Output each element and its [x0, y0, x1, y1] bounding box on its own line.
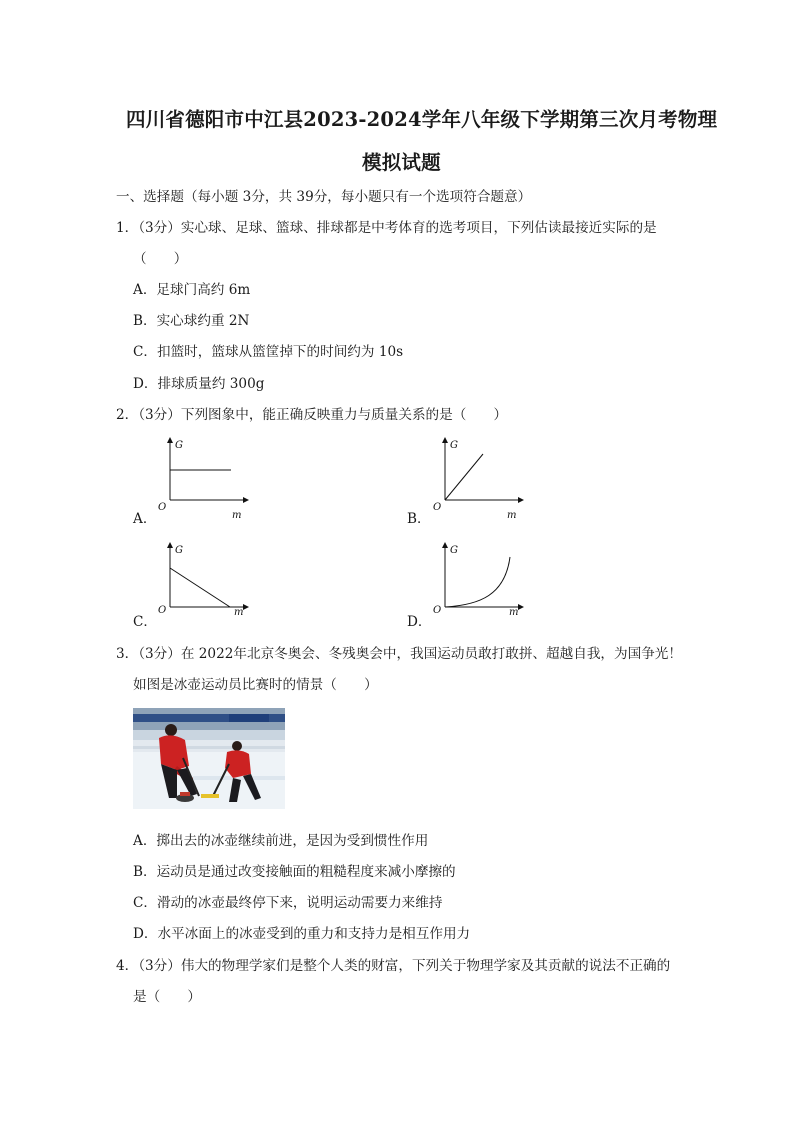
question-1-blank: （ ） — [133, 251, 188, 267]
graph-d — [425, 537, 535, 629]
curling-illustration — [133, 708, 285, 809]
question-1-option-b: B．实心球约重 2N — [133, 313, 250, 329]
graph-curve — [445, 557, 510, 607]
page-title: 四川省德阳市中江县2023-2024学年八年级下学期第三次月考物理 — [126, 108, 718, 131]
question-2-option-c-label: C． — [133, 614, 157, 630]
y-axis-label: G — [175, 545, 183, 556]
question-1-option-a: A．足球门高约 6m — [133, 282, 251, 298]
question-3-option-b: B．运动员是通过改变接触面的粗糙程度来减小摩擦的 — [133, 864, 456, 880]
question-2-option-a-label: A． — [133, 511, 157, 527]
question-1-option-d: D．排球质量约 300g — [133, 376, 265, 392]
x-axis-label: m — [232, 510, 242, 521]
page-title-line2: 模拟试题 — [362, 151, 441, 174]
origin-label: O — [433, 502, 442, 513]
question-3-stem-line2: 如图是冰壶运动员比赛时的情景（ ） — [133, 677, 378, 693]
graph-a — [150, 432, 260, 524]
graph-curve — [445, 454, 483, 500]
question-2-option-b-label: B． — [407, 511, 431, 527]
question-4-stem-line2: 是（ ） — [133, 989, 201, 1005]
question-2-stem: 2．（3分）下列图象中，能正确反映重力与质量关系的是（ ） — [116, 407, 508, 423]
x-axis-label: m — [234, 607, 244, 618]
question-3-stem: 3．（3分）在 2022年北京冬奥会、冬残奥会中，我国运动员敢打敢拼、超越自我，为国争光！ — [116, 646, 682, 662]
question-2-option-d-label: D． — [407, 614, 432, 630]
question-1-option-c: C．扣篮时，篮球从篮筐掉下的时间约为 10s — [133, 344, 404, 360]
question-3-option-d: D．水平冰面上的冰壶受到的重力和支持力是相互作用力 — [133, 926, 471, 942]
question-4-stem: 4．（3分）伟大的物理学家们是整个人类的财富，下列关于物理学家及其贡献的说法不正确的 — [116, 958, 671, 974]
question-1-stem: 1．（3分）实心球、足球、篮球、排球都是中考体育的选考项目，下列估读最接近实际的是 — [116, 220, 657, 236]
question-3-option-a: A．掷出去的冰壶继续前进，是因为受到惯性作用 — [133, 833, 429, 849]
y-axis-label: G — [450, 440, 458, 451]
section-heading: 一、选择题（每小题 3分，共 39分，每小题只有一个选项符合题意） — [116, 189, 532, 205]
origin-label: O — [158, 502, 167, 513]
graph-curve — [170, 568, 230, 607]
x-axis-label: m — [507, 510, 517, 521]
curling-photo — [133, 708, 285, 809]
question-3-option-c: C．滑动的冰壶最终停下来，说明运动需要力来维持 — [133, 895, 443, 911]
x-axis-label: m — [509, 607, 519, 618]
y-axis-label: G — [450, 545, 458, 556]
graph-c — [150, 537, 260, 629]
origin-label: O — [433, 605, 442, 616]
origin-label: O — [158, 605, 167, 616]
graph-b — [425, 432, 535, 524]
y-axis-label: G — [175, 440, 183, 451]
